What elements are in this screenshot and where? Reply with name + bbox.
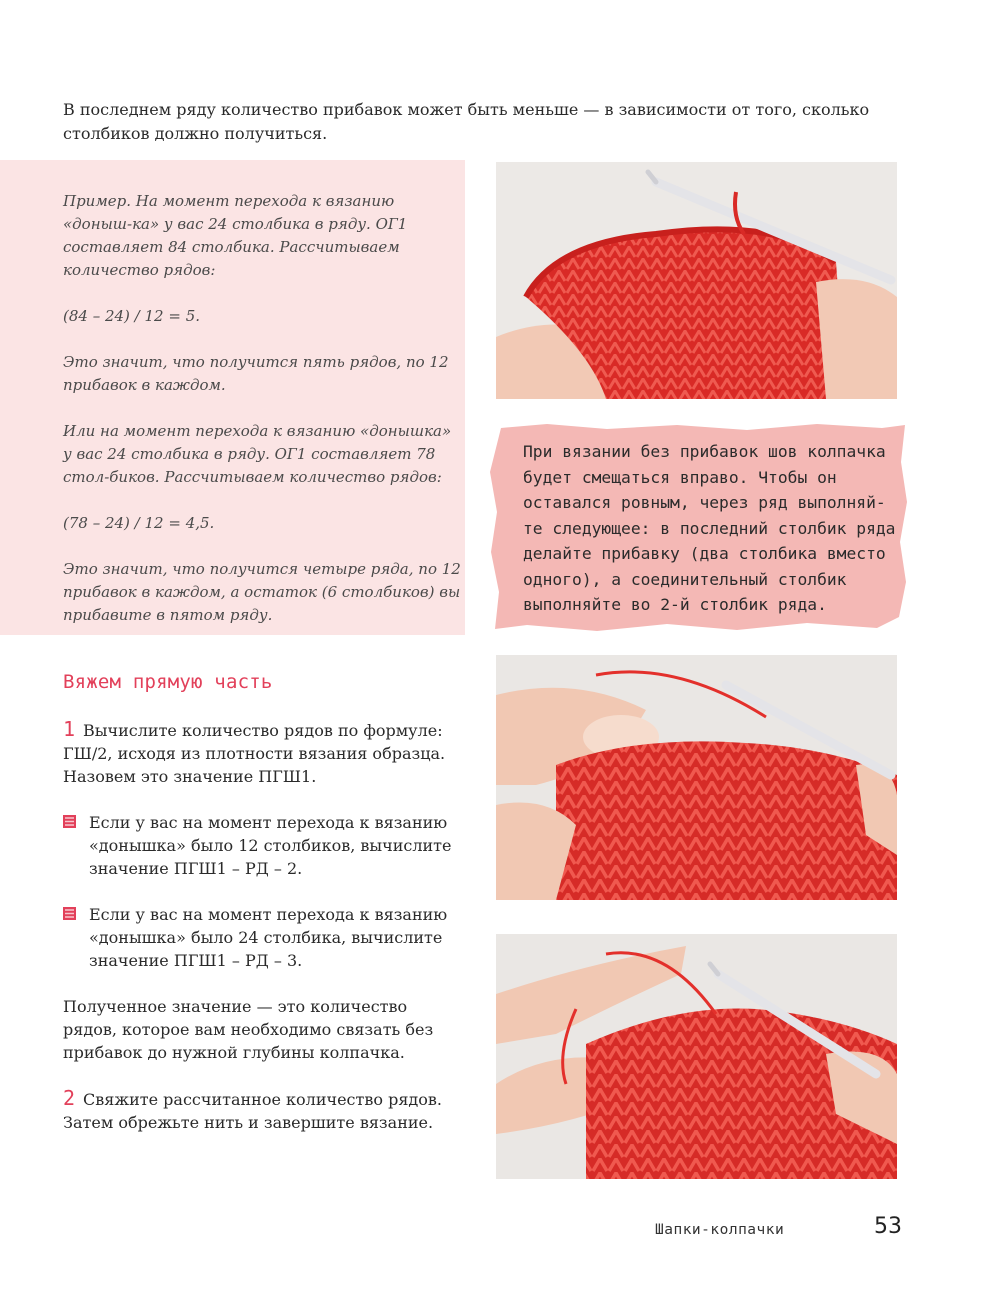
bullet-item [63,903,463,972]
step-text: Вычислите количество рядов по формуле: ГШ/2, исходя из плотности вязания образца. Назовем это значение ПГШ1. [63,721,446,786]
footer-chapter-title: Шапки-колпачки [655,1222,785,1238]
example-paragraph: Это значит, что получится четыре ряда, по 12 прибавок в каждом, а остаток (6 столбиков) вы прибавите в пятом ряду. [63,560,461,624]
example-formula: (78 – 24) / 12 = 4,5. [63,514,215,532]
step-1 [63,718,463,788]
result-paragraph: Полученное значение — это количество рядов, которое вам необходимо связать без прибавок до нужной глубины колпачка. [63,997,434,1062]
step-number: 1 [63,717,76,741]
section-heading: Вяжем прямую часть [63,671,273,693]
yarn-square-icon [63,907,76,920]
yarn-square-icon [63,815,76,828]
example-paragraph: Это значит, что получится пять рядов, по 12 прибавок в каждом. [63,353,449,394]
example-text [63,190,463,650]
page-number: 53 [874,1214,902,1239]
example-paragraph: Пример. На момент перехода к вязанию «доныш-ка» у вас 24 столбика в ряду. ОГ1 составляет 84 столбика. Рассчитываем количество рядов: [63,192,408,279]
crochet-photo-1 [496,162,897,399]
step-number: 2 [63,1086,76,1110]
intro-paragraph: В последнем ряду количество прибавок может быть меньше — в зависимости от того, сколько столбиков должно получиться. [63,100,870,143]
example-formula: (84 – 24) / 12 = 5. [63,307,201,325]
step-text: Свяжите рассчитанное количество рядов. Затем обрежьте нить и завершите вязание. [63,1090,442,1132]
bullet-item [63,811,463,880]
tip-note [487,422,909,634]
crochet-photo-2 [496,655,897,900]
example-paragraph: Или на момент перехода к вязанию «донышка» у вас 24 столбика в ряду. ОГ1 составляет 78 стол-биков. Рассчитываем количество рядов: [63,422,452,486]
bullet-text: Если у вас на момент перехода к вязанию «донышка» было 12 столбиков, вычислите значение ПГШ1 – РД – 2. [89,813,452,878]
tip-note-text: При вязании без прибавок шов колпачка будет смещаться вправо. Чтобы он оставался ровным, через ряд выполняй-те следующее: в последний столбик ряда делайте прибавку (два столбика вместо одного), а соединительный столбик выполняйте во 2-й столбик ряда. [523,442,896,614]
step-2 [63,1087,463,1134]
bullet-text: Если у вас на момент перехода к вязанию «донышка» было 24 столбика, вычислите значение ПГШ1 – РД – 3. [89,905,448,970]
crochet-photo-3 [496,934,897,1179]
instructions [63,718,463,1157]
